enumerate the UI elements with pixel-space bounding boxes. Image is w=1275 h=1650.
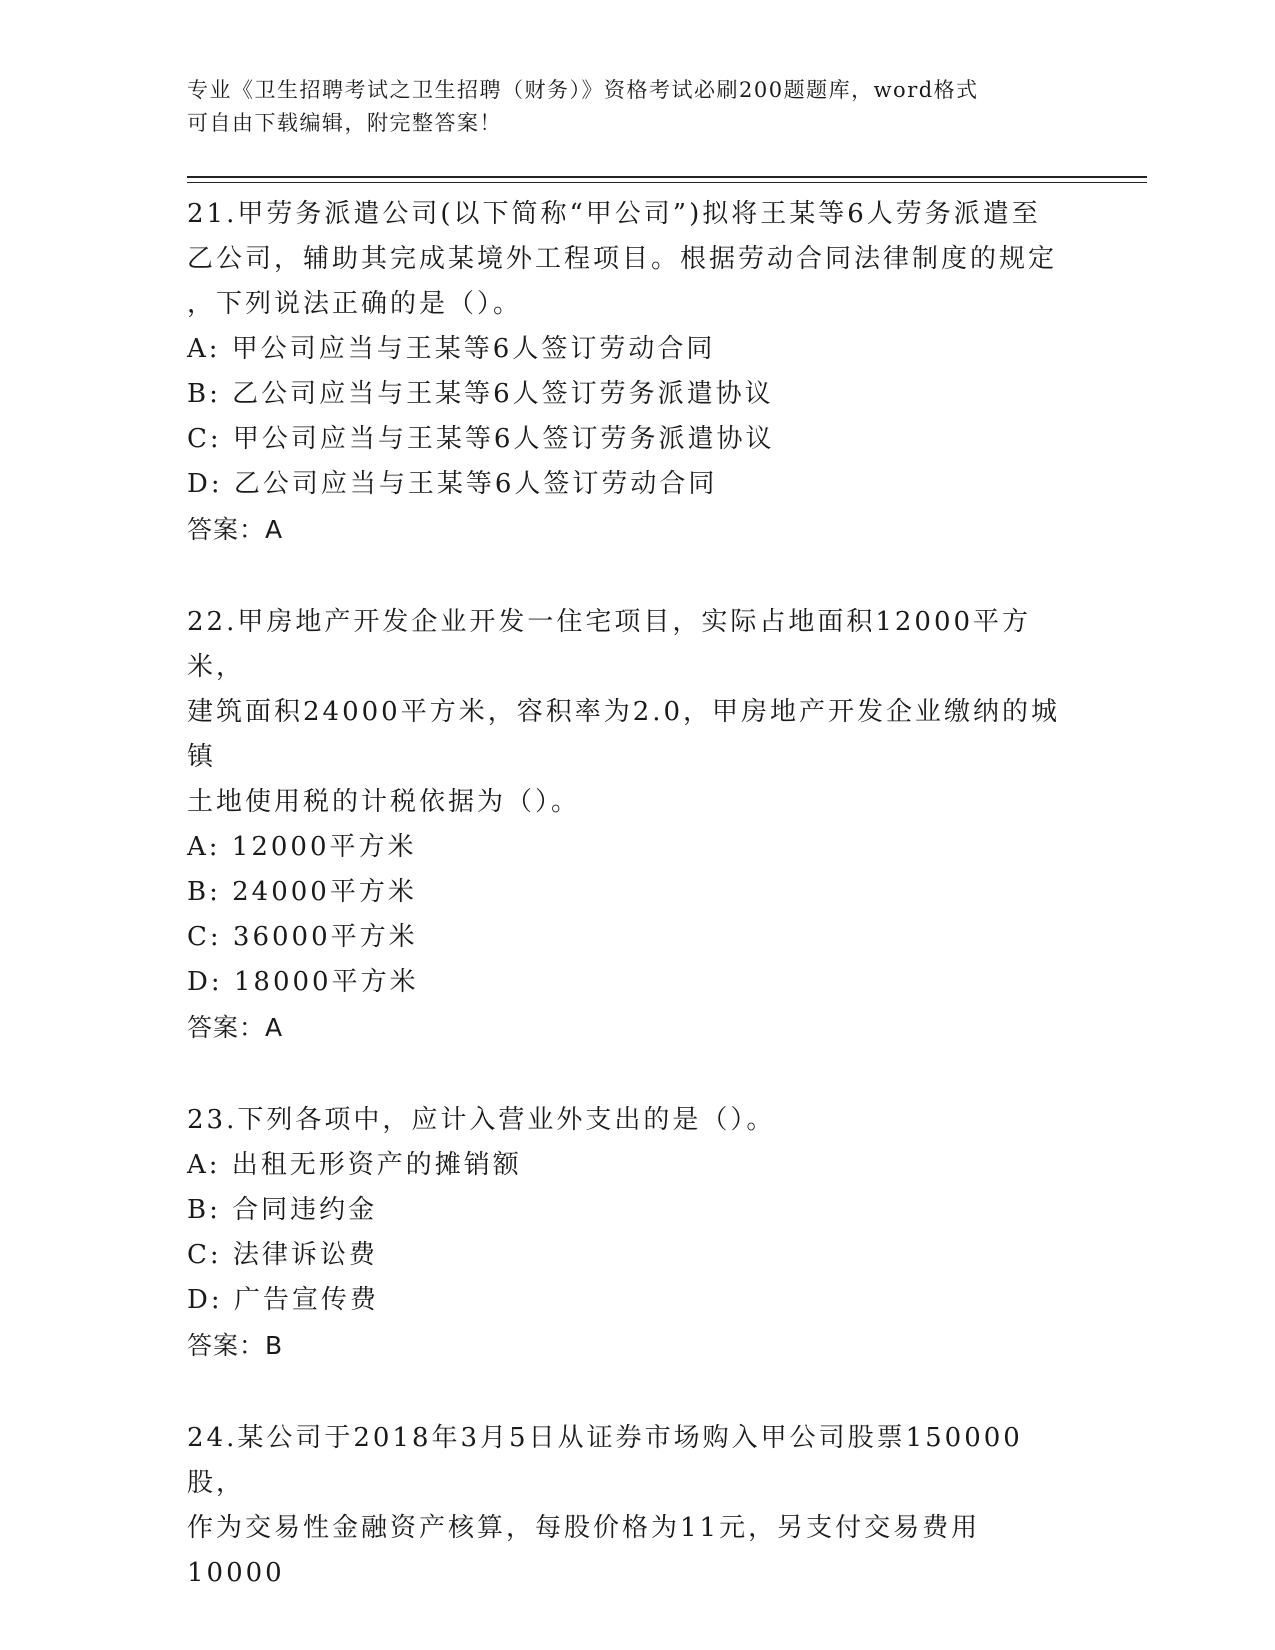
question-24	[187, 1416, 1077, 1596]
question-stem-line: 24.某公司于2018年3月5日从证券市场购入甲公司股票150000股，	[187, 1423, 1023, 1498]
answer-label: 答案：A	[187, 515, 284, 544]
document-header	[187, 74, 1067, 140]
option-a: A: 12000平方米	[187, 832, 417, 862]
option-b: B: 乙公司应当与王某等6人签订劳务派遣协议	[187, 379, 774, 409]
header-line-2: 可自由下载编辑，附完整答案！	[187, 111, 502, 135]
option-d: D: 18000平方米	[187, 967, 419, 997]
question-stem-line: 21.甲劳务派遣公司(以下简称“甲公司”)拟将王某等6人劳务派遣至	[187, 199, 1041, 229]
question-21	[187, 192, 1077, 552]
option-b: B: 合同违约金	[187, 1195, 378, 1225]
question-list	[187, 192, 1077, 1644]
option-a: A: 甲公司应当与王某等6人签订劳动合同	[187, 334, 716, 364]
question-23	[187, 1098, 1077, 1368]
question-stem-line: ，下列说法正确的是（）。	[187, 289, 523, 319]
option-a: A: 出租无形资产的摊销额	[187, 1150, 522, 1180]
option-c: C: 法律诉讼费	[187, 1240, 378, 1270]
option-c: C: 36000平方米	[187, 922, 418, 952]
answer-label: 答案：A	[187, 1013, 284, 1042]
answer-label: 答案：B	[187, 1331, 284, 1360]
header-line-1: 专业《卫生招聘考试之卫生招聘（财务）》资格考试必刷200题题库，word格式	[187, 78, 979, 102]
header-divider-thick	[187, 176, 1147, 178]
question-stem-line: 23.下列各项中，应计入营业外支出的是（）。	[187, 1105, 776, 1135]
option-d: D: 乙公司应当与王某等6人签订劳动合同	[187, 469, 718, 499]
option-b: B: 24000平方米	[187, 877, 417, 907]
question-stem-line: 乙公司，辅助其完成某境外工程项目。根据劳动合同法律制度的规定	[187, 244, 1058, 274]
question-22	[187, 600, 1077, 1050]
option-c: C: 甲公司应当与王某等6人签订劳务派遣协议	[187, 424, 775, 454]
option-d: D: 广告宣传费	[187, 1285, 379, 1315]
header-divider-thin	[187, 182, 1147, 183]
question-stem-line: 建筑面积24000平方米，容积率为2.0，甲房地产开发企业缴纳的城镇	[187, 697, 1061, 772]
question-stem-line: 作为交易性金融资产核算，每股价格为11元，另支付交易费用10000	[187, 1513, 981, 1588]
question-stem-line: 土地使用税的计税依据为（）。	[187, 787, 581, 817]
question-stem-line: 22.甲房地产开发企业开发一住宅项目，实际占地面积12000平方米，	[187, 607, 1032, 682]
